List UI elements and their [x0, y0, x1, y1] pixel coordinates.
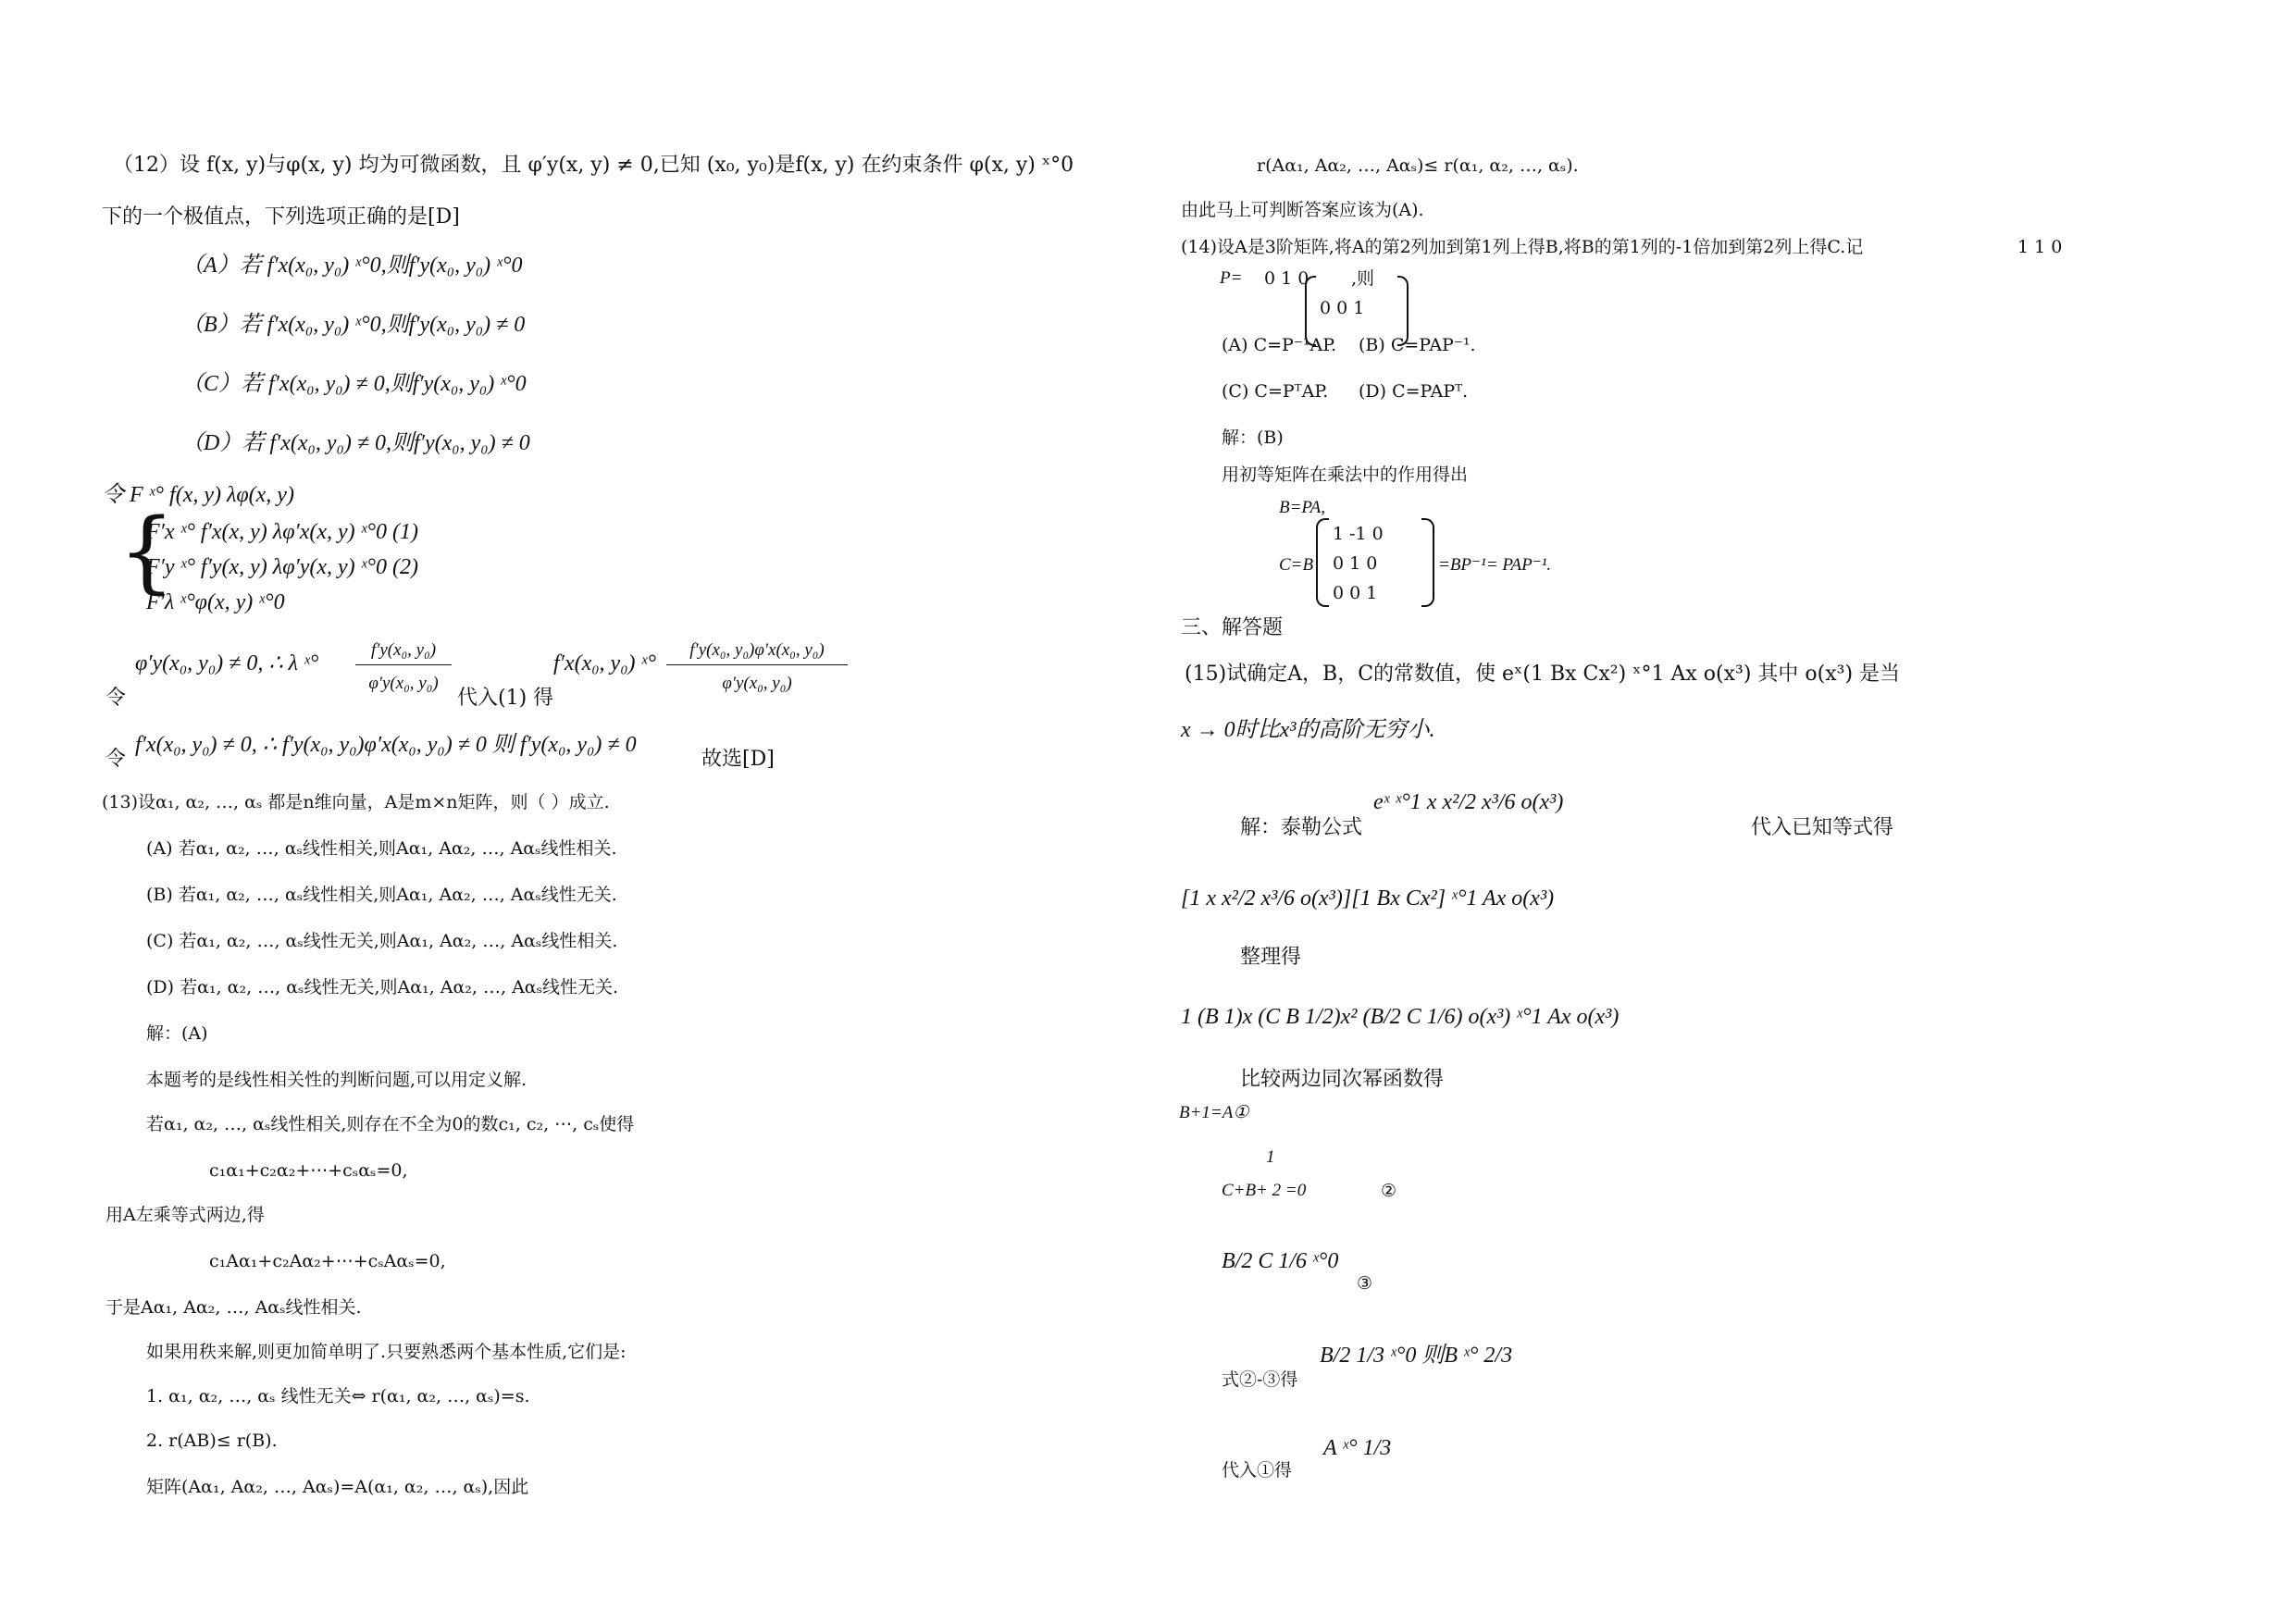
q13-conclusion: 由此马上可判断答案应该为(A). [1181, 200, 1424, 220]
q12-stem-line2: 下的一个极值点，下列选项正确的是[D] [102, 205, 460, 229]
frac1-denominator: φ′y(x₀, y₀) [368, 674, 439, 693]
sol12-ling: 令 [105, 687, 127, 710]
frac2-denominator: φ′y(x₀, y₀) [722, 674, 792, 693]
q12-option-b: （B）若 f′x(x₀, y₀) ˣ°0,则f′y(x₀, y₀) ≠ 0 [181, 313, 526, 337]
q13-option-b: (B) 若α₁, α₂, …, αₛ线性相关,则Aα₁, Aα₂, …, Aαₛ线性无关. [146, 885, 617, 905]
q13-option-c: (C) 若α₁, α₂, …, αₛ线性无关,则Aα₁, Aα₂, …, Aαₛ线性相关. [146, 931, 618, 951]
q15-eq-5: A ˣ° 1/3 [1323, 1436, 1392, 1460]
q15-eq-3: B/2 C 1/6 ˣ°0 [1222, 1249, 1339, 1273]
q15-compare: 比较两边同次幂函数得 [1240, 1068, 1445, 1091]
q14-option-b: (B) C=PAP⁻¹. [1359, 335, 1476, 355]
q15-stem2: x → 0时比x³的高阶无穷小. [1181, 718, 1435, 742]
sol12-ling2: 令 [105, 748, 127, 771]
q14-stem: (14)设A是3阶矩阵,将A的第2列加到第1列上得B,将B的第1列的-1倍加到第2列上得C.记 [1181, 237, 1864, 257]
q13-eq1: c₁α₁+c₂α₂+⋯+cₛαₛ=0, [209, 1160, 408, 1181]
q13-answer: 解：(A) [146, 1023, 208, 1044]
q14-option-a: (A) C=P⁻¹AP. [1222, 335, 1337, 355]
q15-stem: (15)试确定A，B，C的常数值，使 eˣ(1 Bx Cx²) ˣ°1 Ax o(x³) 其中 o(x³) 是当 [1185, 663, 1901, 686]
q15-taylor-tail: 代入已知等式得 [1751, 816, 1894, 839]
sol12-step2: f′x(x₀, y₀) ≠ 0, ∴ f′y(x₀, y₀)φ′x(x₀, y₀) ≠ 0 则 f′y(x₀, y₀) ≠ 0 [135, 733, 637, 757]
q14-cb-label: C=B [1279, 555, 1314, 575]
q13-para7: 2. r(AB)≤ r(B). [146, 1431, 278, 1451]
q15-eq2-fraction-top: 1 [1266, 1147, 1275, 1167]
q15-arranged: 1 (B 1)x (C B 1/2)x² (B/2 C 1/6) o(x³) ˣ°1 Ax o(x³) [1181, 1005, 1620, 1029]
q14-para1: 用初等矩阵在乘法中的作用得出 [1222, 465, 1469, 485]
system-brace: { [118, 500, 176, 603]
matrix-p-label: P= [1220, 268, 1243, 288]
matrix-p-row1: 1 1 0 [2017, 237, 2063, 257]
sol12-step1a: φ′y(x₀, y₀) ≠ 0, ∴ λ ˣ° [135, 651, 319, 675]
q12-option-d: （D）若 f′x(x₀, y₀) ≠ 0,则f′y(x₀, y₀) ≠ 0 [181, 431, 530, 455]
q12-option-a: （A）若 f′x(x₀, y₀) ˣ°0,则f′y(x₀, y₀) ˣ°0 [181, 254, 523, 278]
q13-option-d: (D) 若α₁, α₂, …, αₛ线性无关,则Aα₁, Aα₂, …, Aαₛ线性无关. [146, 977, 619, 997]
q13-para8: 矩阵(Aα₁, Aα₂, …, Aαₛ)=A(α₁, α₂, …, αₛ),因此 [146, 1477, 529, 1497]
q15-eq4-label: 式②-③得 [1222, 1369, 1298, 1390]
q13-stem: (13)设α₁, α₂, …, αₛ 都是n维向量，A是m×n矩阵，则（ ）成立. [102, 792, 610, 812]
frac1-numerator: f′y(x₀, y₀) [355, 637, 452, 665]
q13-option-a: (A) 若α₁, α₂, …, αₛ线性相关,则Aα₁, Aα₂, …, Aαₛ线性相关. [146, 838, 617, 859]
q12-option-c: （C）若 f′x(x₀, y₀) ≠ 0,则f′y(x₀, y₀) ˣ°0 [181, 372, 527, 396]
q14-option-c: (C) C=PᵀAP. [1222, 381, 1329, 402]
q15-eq3-marker: ③ [1357, 1273, 1373, 1294]
q15-taylor-formula: eˣ ˣ°1 x x²/2 x³/6 o(x³) [1373, 790, 1564, 814]
q14-eq2: =BP⁻¹= PAP⁻¹. [1438, 555, 1552, 575]
q13-para5: 如果用秩来解,则更加简单明了.只要熟悉两个基本性质,它们是: [146, 1342, 627, 1362]
matrix-c-right-bracket [1421, 518, 1434, 607]
sol12-dairu: 代入(1) 得 [457, 687, 554, 710]
q13-para3: 用A左乘等式两边,得 [105, 1205, 265, 1225]
q13-para4: 于是Aα₁, Aα₂, …, Aαₛ线性相关. [105, 1297, 362, 1318]
q15-eq5-label: 代入①得 [1222, 1460, 1293, 1481]
matrix-p-row2: 0 1 0 [1264, 268, 1309, 289]
q13-para1: 本题考的是线性相关性的判断问题,可以用定义解. [146, 1070, 527, 1090]
rank-inequality: r(Aα₁, Aα₂, …, Aαₛ)≤ r(α₁, α₂, …, αₛ). [1257, 155, 1579, 176]
q12-stem-line1: （12）设 f(x, y)与φ(x, y) 均为可微函数，且 φ′y(x, y) ≠ 0,已知 (x₀, y₀)是f(x, y) 在约束条件 φ(x, y) ˣ°0 [113, 154, 1074, 177]
q15-eq-2: C+B+ 2 =0 [1222, 1181, 1307, 1200]
frac2-numerator: f′y(x₀, y₀)φ′x(x₀, y₀) [666, 637, 848, 665]
sol12-system-eq3: F′λ ˣ°φ(x, y) ˣ°0 [146, 590, 285, 614]
matrix-p-row3: 0 0 1 [1320, 298, 1365, 318]
sol12-let: 令 F ˣ° f(x, y) λφ(x, y) [102, 483, 294, 507]
matrix-c-row2: 0 1 0 [1333, 553, 1378, 574]
matrix-c-row1: 1 -1 0 [1333, 524, 1384, 544]
q13-para2: 若α₁, α₂, …, αₛ线性相关,则存在不全为0的数c₁, c₂, ⋯, cₛ使得 [146, 1114, 635, 1134]
q13-para6: 1. α₁, α₂, …, αₛ 线性无关⇔ r(α₁, α₂, …, αₛ)=s. [146, 1386, 530, 1406]
q15-taylor-label: 解：泰勒公式 [1240, 816, 1363, 839]
matrix-p-row2-suffix: ,则 [1351, 268, 1375, 289]
q15-zhengli: 整理得 [1240, 946, 1302, 969]
sol12-system-eq1: F′x ˣ° f′x(x, y) λφ′x(x, y) ˣ°0 (1) [146, 520, 419, 544]
q13-eq2: c₁Aα₁+c₂Aα₂+⋯+cₛAαₛ=0, [209, 1251, 446, 1271]
q15-eq2-marker: ② [1381, 1181, 1397, 1201]
q15-eq-4: B/2 1/3 ˣ°0 则B ˣ° 2/3 [1320, 1344, 1513, 1368]
q15-substitution: [1 x x²/2 x³/6 o(x³)][1 Bx Cx²] ˣ°1 Ax o(x³) [1181, 886, 1555, 911]
matrix-c-left-bracket [1316, 518, 1329, 607]
q14-answer: 解：(B) [1222, 427, 1284, 448]
sol12-system-eq2: F′y ˣ° f′y(x, y) λφ′y(x, y) ˣ°0 (2) [146, 555, 419, 579]
q15-eq-1: B+1=A① [1179, 1103, 1249, 1122]
sol12-answer: 故选[D] [701, 748, 775, 771]
q14-option-d: (D) C=PAPᵀ. [1359, 381, 1469, 402]
section-3-heading: 三、解答题 [1181, 616, 1284, 639]
sol12-step1b: f′x(x₀, y₀) ˣ° [553, 651, 656, 675]
q14-eq1: B=PA, [1279, 498, 1325, 517]
matrix-c-row3: 0 0 1 [1333, 583, 1378, 603]
